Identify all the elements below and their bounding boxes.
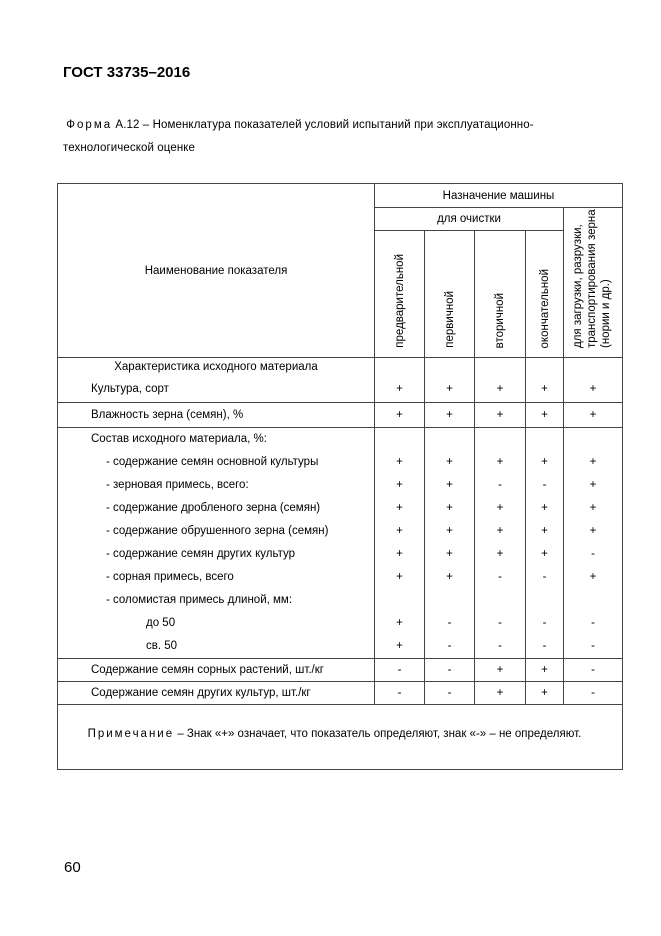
mark-cell: + [526, 403, 564, 428]
indicator-name: - сорная примесь, всего [58, 566, 375, 589]
mark-cell: + [375, 612, 425, 635]
indicator-name: Состав исходного материала, %: [58, 428, 375, 451]
mark-cell: + [425, 403, 475, 428]
mark-cell: + [526, 543, 564, 566]
mark-cell [564, 589, 623, 612]
mark-cell: + [425, 474, 475, 497]
table-row [58, 403, 623, 428]
mark-cell: + [475, 682, 526, 705]
mark-cell: + [526, 377, 564, 403]
mark-cell: + [375, 377, 425, 403]
table-row [58, 659, 623, 682]
mark-cell: + [475, 403, 526, 428]
mark-cell: - [564, 612, 623, 635]
mark-cell: + [375, 543, 425, 566]
mark-cell: + [475, 377, 526, 403]
col-header-preliminary [375, 231, 425, 358]
col-header-text: первичной [443, 291, 456, 348]
mark-cell: + [564, 403, 623, 428]
table-row [58, 635, 623, 659]
note-text: – Знак «+» означает, что показатель определяют, знак «-» – не определяют. [174, 728, 582, 740]
mark-cell: + [564, 377, 623, 403]
mark-cell [425, 428, 475, 451]
mark-cell: + [425, 543, 475, 566]
col-header-text: вторичной [494, 292, 506, 348]
mark-cell [475, 428, 526, 451]
indicator-name: - содержание семян других культур [58, 543, 375, 566]
indicators-table [57, 183, 623, 770]
indicator-name: Культура, сорт [58, 377, 375, 403]
table-row [58, 358, 623, 377]
indicator-name: св. 50 [58, 635, 375, 659]
table-row [58, 497, 623, 520]
mark-cell: - [564, 659, 623, 682]
form-caption-text: А.12 – Номенклатура показателей условий испытаний при эксплуатационно-технологической оценке [63, 119, 534, 154]
indicator-name: до 50 [58, 612, 375, 635]
table-row [58, 377, 623, 403]
mark-cell: - [375, 659, 425, 682]
mark-cell: - [564, 635, 623, 659]
col-header-text: предварительной [393, 254, 406, 348]
mark-cell: - [526, 635, 564, 659]
mark-cell [375, 358, 425, 377]
indicator-name: - содержание обрушенного зерна (семян) [58, 520, 375, 543]
mark-cell [564, 358, 623, 377]
table-row [58, 474, 623, 497]
table-row [58, 612, 623, 635]
mark-cell: + [475, 659, 526, 682]
mark-cell: + [564, 520, 623, 543]
mark-cell: - [475, 635, 526, 659]
indicator-name: Содержание семян сорных растений, шт./кг [58, 659, 375, 682]
indicator-name: - содержание дробленого зерна (семян) [58, 497, 375, 520]
mark-cell: - [526, 566, 564, 589]
mark-cell: + [526, 520, 564, 543]
mark-cell: + [526, 451, 564, 474]
mark-cell: + [375, 451, 425, 474]
mark-cell: + [425, 451, 475, 474]
mark-cell: + [425, 497, 475, 520]
mark-cell: + [564, 451, 623, 474]
mark-cell: + [475, 497, 526, 520]
mark-cell [526, 358, 564, 377]
mark-cell [564, 428, 623, 451]
page-number: 60 [64, 859, 81, 876]
col-header-loading-text: для загрузки, разрузки, транспортирования зерна (нории и др.) [572, 209, 612, 348]
indicator-name: Характеристика исходного материала [58, 358, 375, 377]
table-row [58, 520, 623, 543]
col-header-secondary [475, 231, 526, 358]
note-label: Примечание [87, 728, 175, 740]
mark-cell: - [475, 612, 526, 635]
table-row [58, 566, 623, 589]
mark-cell: - [526, 612, 564, 635]
mark-cell: - [564, 682, 623, 705]
indicator-name: - зерновая примесь, всего: [58, 474, 375, 497]
table-row [58, 428, 623, 451]
mark-cell: + [526, 659, 564, 682]
mark-cell [526, 589, 564, 612]
col-header-loading [564, 208, 623, 358]
mark-cell [425, 589, 475, 612]
mark-cell: - [475, 474, 526, 497]
mark-cell: + [375, 403, 425, 428]
mark-cell: + [375, 497, 425, 520]
mark-cell: + [425, 377, 475, 403]
mark-cell: + [475, 520, 526, 543]
mark-cell: + [375, 474, 425, 497]
mark-cell: + [375, 635, 425, 659]
form-label: Форма [66, 119, 113, 131]
table-row [58, 543, 623, 566]
mark-cell: + [526, 682, 564, 705]
mark-cell: + [564, 474, 623, 497]
mark-cell: + [475, 543, 526, 566]
mark-cell: - [475, 566, 526, 589]
col-header-name: Наименование показателя [58, 184, 375, 358]
form-caption [63, 114, 608, 160]
mark-cell: + [375, 566, 425, 589]
mark-cell: - [526, 474, 564, 497]
group-header: Назначение машины [375, 184, 623, 208]
indicator-name: - соломистая примесь длиной, мм: [58, 589, 375, 612]
mark-cell [475, 358, 526, 377]
mark-cell [375, 428, 425, 451]
mark-cell [526, 428, 564, 451]
mark-cell: - [425, 635, 475, 659]
mark-cell: - [425, 612, 475, 635]
col-header-text: окончательной [538, 268, 551, 348]
mark-cell: + [475, 451, 526, 474]
mark-cell: - [425, 682, 475, 705]
mark-cell: + [425, 520, 475, 543]
table-row [58, 682, 623, 705]
mark-cell: + [564, 566, 623, 589]
mark-cell: - [375, 682, 425, 705]
mark-cell: - [425, 659, 475, 682]
mark-cell: + [526, 497, 564, 520]
indicator-name: Влажность зерна (семян), % [58, 403, 375, 428]
mark-cell [425, 358, 475, 377]
subgroup-header: для очистки [375, 208, 564, 231]
mark-cell [475, 589, 526, 612]
table-note [58, 705, 623, 770]
mark-cell [375, 589, 425, 612]
mark-cell: + [564, 497, 623, 520]
table-row [58, 589, 623, 612]
table-row [58, 451, 623, 474]
indicator-name: - содержание семян основной культуры [58, 451, 375, 474]
col-header-primary [425, 231, 475, 358]
mark-cell: + [425, 566, 475, 589]
col-header-final [526, 231, 564, 358]
mark-cell: + [375, 520, 425, 543]
indicator-name: Содержание семян других культур, шт./кг [58, 682, 375, 705]
mark-cell: - [564, 543, 623, 566]
document-title: ГОСТ 33735–2016 [63, 64, 191, 81]
